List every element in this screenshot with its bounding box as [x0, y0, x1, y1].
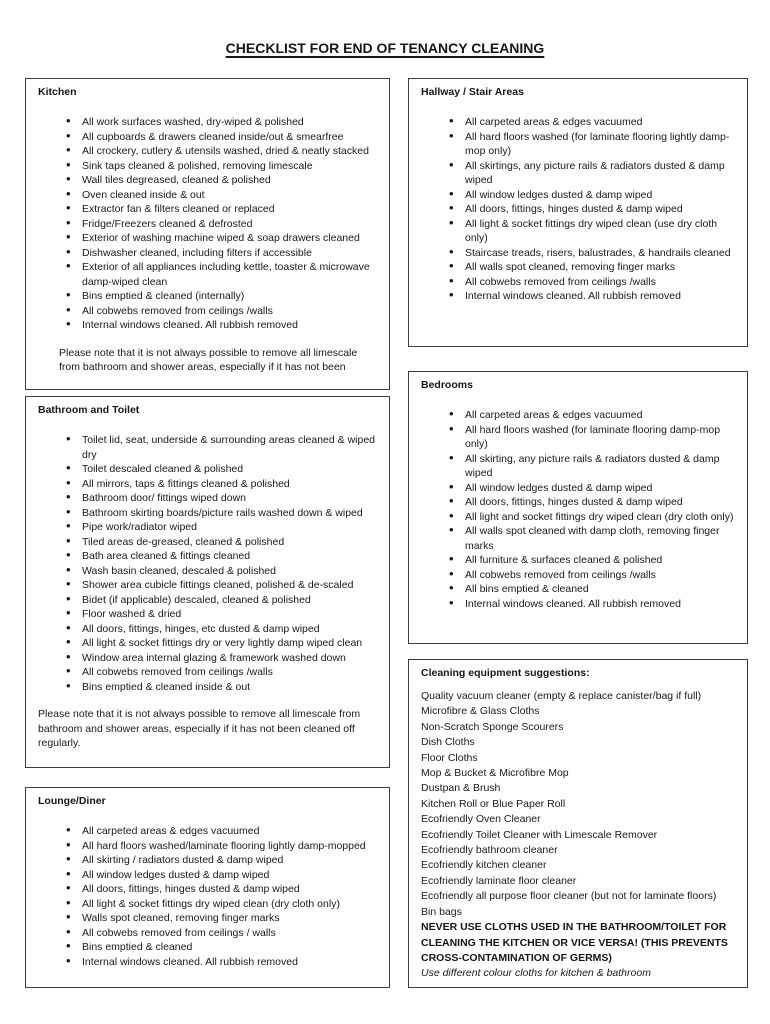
checklist-item: • Pipe work/radiator wiped [82, 520, 381, 535]
kitchen-checklist [38, 115, 381, 333]
bedrooms-checklist [421, 408, 739, 611]
equipment-item: Floor Cloths [421, 751, 478, 764]
checklist-item: • All window ledges dusted & damp wiped [465, 188, 739, 203]
equipment-item: Ecofriendly laminate floor cleaner [421, 874, 577, 887]
checklist-item: • All carpeted areas & edges vacuumed [465, 408, 739, 423]
checklist-item: • All doors, fittings, hinges dusted & damp wiped [465, 495, 739, 510]
checklist-item: • Bathroom door/ fittings wiped down [82, 491, 381, 506]
checklist-item: • All light and socket fittings dry wiped clean (dry cloth only) [465, 510, 739, 525]
checklist-item: • All skirting, any picture rails & radiators dusted & damp wiped [465, 452, 739, 481]
checklist-item: • Exterior of all appliances including kettle, toaster & microwave damp-wiped clean [82, 260, 381, 289]
section-kitchen [25, 78, 390, 390]
kitchen-heading: Kitchen [38, 86, 77, 98]
equipment-list [421, 689, 739, 920]
checklist-item: • Bath area cleaned & fittings cleaned [82, 549, 381, 564]
equipment-item: Dustpan & Brush [421, 782, 501, 795]
checklist-item: • Dishwasher cleaned, including filters if accessible [82, 246, 381, 261]
checklist-item: • Bidet (if applicable) descaled, cleaned & polished [82, 593, 381, 608]
checklist-item: • Exterior of washing machine wiped & soap drawers cleaned [82, 231, 381, 246]
checklist-item: • All window ledges dusted & damp wiped [82, 868, 381, 883]
checklist-item: • All light & socket fittings dry wiped clean (dry cloth only) [82, 897, 381, 912]
equipment-warning: NEVER USE CLOTHS USED IN THE BATHROOM/TOILET FOR CLEANING THE KITCHEN OR VICE VERSA! (THIS PREVENTS CROSS-CONTAMINATION OF GERMS) [421, 921, 728, 964]
checklist-item: • Sink taps cleaned & polished, removing limescale [82, 159, 381, 174]
checklist-item: • Internal windows cleaned. All rubbish removed [465, 289, 739, 304]
checklist-item: • Window area internal glazing & framework washed down [82, 651, 381, 666]
checklist-item: • All walls spot cleaned with damp cloth, removing finger marks [465, 524, 739, 553]
equipment-item: Ecofriendly all purpose floor cleaner (but not for laminate floors) [421, 890, 717, 903]
checklist-item: • Staircase treads, risers, balustrades, & handrails cleaned [465, 246, 739, 261]
equipment-item: Quality vacuum cleaner (empty & replace canister/bag if full) [421, 690, 702, 702]
equipment-item: Ecofriendly Oven Cleaner [421, 813, 541, 826]
checklist-item: • All window ledges dusted & damp wiped [465, 481, 739, 496]
checklist-item: • All light & socket fittings dry or very lightly damp wiped clean [82, 636, 381, 651]
kitchen-note: Please note that it is not always possible to remove all limescale from bathroom and shower areas, especially if it has not been [59, 346, 358, 373]
checklist-item: • All hard floors washed (for laminate flooring damp-mop only) [465, 423, 739, 452]
checklist-item: • All furniture & surfaces cleaned & polished [465, 553, 739, 568]
checklist-item: • Toilet lid, seat, underside & surrounding areas cleaned & wiped dry [82, 433, 381, 462]
checklist-item: • Bins emptied & cleaned (internally) [82, 289, 381, 304]
page-title: CHECKLIST FOR END OF TENANCY CLEANING [225, 40, 545, 56]
checklist-item: • All mirrors, taps & fittings cleaned & polished [82, 477, 381, 492]
equipment-item: Microfibre & Glass Cloths [421, 705, 540, 718]
checklist-item: • All cobwebs removed from ceilings /walls [82, 304, 381, 319]
checklist-item: • Toilet descaled cleaned & polished [82, 462, 381, 477]
checklist-item: • All crockery, cutlery & utensils washed, dried & neatly stacked [82, 144, 381, 159]
checklist-item: • All skirtings, any picture rails & radiators dusted & damp wiped [465, 159, 739, 188]
bathroom-heading: Bathroom and Toilet [38, 404, 140, 416]
lounge-checklist [38, 824, 381, 969]
checklist-item: • Walls spot cleaned, removing finger marks [82, 911, 381, 926]
hallway-heading: Hallway / Stair Areas [421, 86, 524, 98]
section-bathroom [25, 396, 390, 768]
checklist-item: • Wall tiles degreased, cleaned & polished [82, 173, 381, 188]
checklist-item: • All cobwebs removed from ceilings /walls [465, 568, 739, 583]
checklist-item: • All hard floors washed/laminate flooring lightly damp-mopped [82, 839, 381, 854]
checklist-item: • Shower area cubicle fittings cleaned, polished & de-scaled [82, 578, 381, 593]
equipment-heading: Cleaning equipment suggestions: [421, 667, 590, 679]
checklist-item: • All skirting / radiators dusted & damp wiped [82, 853, 381, 868]
equipment-item: Ecofriendly kitchen cleaner [421, 859, 547, 872]
checklist-item: • Bathroom skirting boards/picture rails washed down & wiped [82, 506, 381, 521]
section-lounge [25, 787, 390, 988]
section-bedrooms [408, 371, 748, 644]
checklist-item: • All doors, fittings, hinges dusted & damp wiped [82, 882, 381, 897]
checklist-item: • All cobwebs removed from ceilings /walls [82, 665, 381, 680]
checklist-item: • All cobwebs removed from ceilings / walls [82, 926, 381, 941]
checklist-item: • All light & socket fittings dry wiped clean (use dry cloth only) [465, 217, 739, 246]
checklist-item: • All cupboards & drawers cleaned inside/out & smearfree [82, 130, 381, 145]
checklist-item: • All bins emptied & cleaned [465, 582, 739, 597]
checklist-item: • Tiled areas de-greased, cleaned & polished [82, 535, 381, 550]
bathroom-note: Please note that it is not always possible to remove all limescale from bathroom and shower areas, especially if it has not been cleaned off regularly. [38, 708, 361, 749]
checklist-item: • Bins emptied & cleaned inside & out [82, 680, 381, 695]
left-column [25, 78, 390, 988]
checklist-item: • All carpeted areas & edges vacuumed [465, 115, 739, 130]
equipment-item: Dish Cloths [421, 736, 475, 749]
checklist-item: • Wash basin cleaned, descaled & polished [82, 564, 381, 579]
equipment-item: Bin bags [421, 905, 462, 918]
checklist-item: • All cobwebs removed from ceilings /walls [465, 275, 739, 290]
bedrooms-heading: Bedrooms [421, 379, 473, 391]
equipment-footnote: Use different colour cloths for kitchen & bathroom [421, 967, 651, 980]
checklist-item: • All hard floors washed (for laminate flooring lightly damp-mop only) [465, 130, 739, 159]
equipment-item: Ecofriendly bathroom cleaner [421, 844, 558, 857]
equipment-item: Non-Scratch Sponge Scourers [421, 720, 564, 733]
lounge-heading: Lounge/Diner [38, 795, 106, 807]
equipment-item: Kitchen Roll or Blue Paper Roll [421, 797, 566, 810]
checklist-item: • All walls spot cleaned, removing finger marks [465, 260, 739, 275]
checklist-item: • Fridge/Freezers cleaned & defrosted [82, 217, 381, 232]
section-equipment [408, 659, 748, 988]
checklist-item: • Internal windows cleaned. All rubbish removed [82, 955, 381, 970]
checklist-item: • Extractor fan & filters cleaned or replaced [82, 202, 381, 217]
checklist-item: • Oven cleaned inside & out [82, 188, 381, 203]
checklist-item: • All doors, fittings, hinges dusted & damp wiped [465, 202, 739, 217]
section-hallway [408, 78, 748, 347]
checklist-item: • Floor washed & dried [82, 607, 381, 622]
right-column [408, 78, 748, 988]
hallway-checklist [421, 115, 739, 304]
equipment-item: Ecofriendly Toilet Cleaner with Limescale Remover [421, 828, 658, 841]
checklist-item: • Internal windows cleaned. All rubbish removed [82, 318, 381, 333]
checklist-item: • Bins emptied & cleaned [82, 940, 381, 955]
bathroom-checklist [38, 433, 381, 694]
equipment-item: Mop & Bucket & Microfibre Mop [421, 767, 569, 780]
checklist-item: • All work surfaces washed, dry-wiped & polished [82, 115, 381, 130]
checklist-item: • All doors, fittings, hinges, etc dusted & damp wiped [82, 622, 381, 637]
checklist-item: • Internal windows cleaned. All rubbish removed [465, 597, 739, 612]
checklist-item: • All carpeted areas & edges vacuumed [82, 824, 381, 839]
